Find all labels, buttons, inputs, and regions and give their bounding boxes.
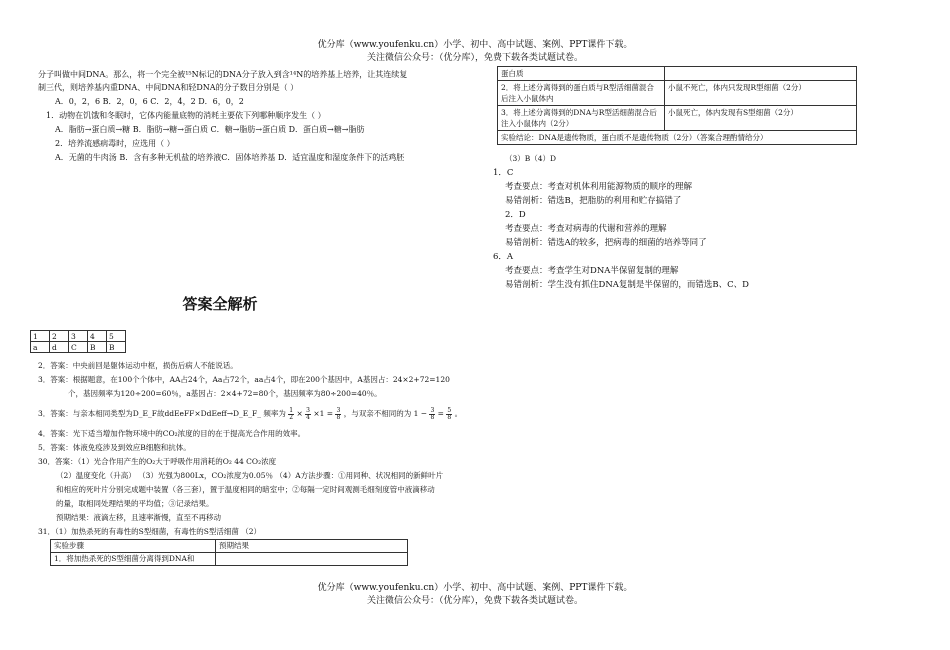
table-header: 实验步骤 — [51, 540, 216, 553]
question-2-options: A．无菌的牛肉汤 B．含有多种无机盐的培养液C．固体培养基 D．适宜温度和湿度条件下的活鸡胚 — [55, 153, 405, 162]
analysis-31: 31．（1）加热杀死的有毒性的S型细菌，有毒性的S型活细菌 （2） — [38, 527, 261, 536]
answer-number: 3 — [69, 331, 88, 342]
right-error-1: 易错剖析：错选B，把脂肪的利用和贮存搞错了 — [505, 196, 682, 206]
analysis-30-line-3: 和相应的死叶片分别完成题中装置（各三套），置于温度相同的暗室中；②每隔一定时间观测毛细刻度管中液滴移动 — [56, 485, 435, 494]
experiment-table-bottom — [50, 539, 408, 566]
fraction: $\frac{3}{8}$ — [336, 406, 341, 421]
answer-letter: a — [31, 342, 50, 353]
answer-letter: B — [107, 342, 126, 353]
experiment-table-right — [497, 66, 857, 145]
operator: = — [437, 409, 444, 418]
analysis-3b-prefix: 3．答案：与亲本相同类型为D_E_F故ddEeFF×DdEeff→D_E_F_ 频率为 — [38, 409, 286, 418]
question-continuation: 分子叫做中间DNA。那么，将一个完全被¹⁵N标记的DNA分子放入到含¹⁴N的培养基上培养，让其连续复 — [38, 70, 408, 79]
fraction: $\frac{3}{4}$ — [306, 406, 310, 421]
right-item-1: 1．C — [493, 168, 514, 178]
table-header: 预期结果 — [216, 540, 408, 553]
answer-letter: d — [50, 342, 69, 353]
table-row — [51, 553, 408, 566]
fraction: $\frac{1}{2}$ — [289, 406, 294, 421]
answer-number-table — [30, 330, 126, 353]
header-line-1: 优分库（www.youfenku.cn）小学、初中、高中试题、案例、PPT课件下载。 — [317, 40, 633, 50]
table-cell — [216, 553, 408, 566]
footer-line-2: 关注微信公众号：（优分库），免费下载各类试题试卷。 — [366, 596, 583, 606]
analysis-5: 5．答案：体液免疫涉及到效应B细胞和抗体。 — [38, 443, 191, 452]
fraction: $\frac{5}{8}$ — [447, 406, 452, 421]
analysis-2: 2．答案：中央前回是躯体运动中枢，损伤后病人不能说话。 — [38, 361, 238, 370]
answer-letter: C — [69, 342, 88, 353]
analysis-3b — [38, 404, 462, 424]
analysis-30-line-5: 预期结果：液滴左移，且速率渐慢，直至不再移动 — [56, 513, 221, 522]
analysis-30-line-2: （2）温度变化（升高） （3）光强为800Lx，CO₂浓度为0.05％ （4）A方法步骤：①用同种、状况相同的新鲜叶片 — [56, 471, 444, 480]
header-line-2: 关注微信公众号：（优分库），免费下载各类试题试卷。 — [366, 53, 583, 63]
analysis-3b-middle: ，与双亲不相同的为 — [343, 409, 412, 418]
table-cell: 蛋白质 — [498, 67, 665, 81]
question-options: A．0，2，6 B．2，0，6 C．2，4，2 D．6，0，2 — [55, 97, 244, 106]
analysis-30-line-1: 30．答案：（1）光合作用产生的O₂大于呼吸作用消耗的O₂ 44 CO₂浓度 — [38, 457, 277, 466]
right-point-6: 考查要点：考查学生对DNA半保留复制的理解 — [505, 266, 679, 276]
right-item-2: 2．D — [505, 210, 526, 220]
answer-letter: B — [88, 342, 107, 353]
answer-number: 2 — [50, 331, 69, 342]
page-header — [0, 39, 950, 65]
fraction: $\frac{3}{8}$ — [430, 406, 435, 421]
question-continuation-2: 制三代，则培养基内重DNA、中间DNA和轻DNA的分子数目分别是（ ） — [38, 83, 299, 92]
operator: × — [296, 409, 303, 418]
answer-number: 5 — [107, 331, 126, 342]
page-footer — [0, 582, 950, 608]
analysis-3-line-1: 3．答案：根据题意，在100个个体中，AA占24个，Aa占72个，aa占4个，即在200个基因中，A基因占：24×2+72=120 — [38, 375, 450, 384]
analysis-3-line-2: 个，基因频率为120÷200=60％，a基因占：2×4+72=80个，基因频率为80÷200=40％。 — [68, 389, 382, 398]
table-row — [498, 81, 857, 106]
right-error-2: 易错剖析：错选A的较多，把病毒的细菌的培养等同了 — [505, 238, 707, 248]
table-cell: 2．将上述分离得到的蛋白质与R型活细菌混合后注入小鼠体内 — [498, 81, 665, 106]
table-row — [498, 131, 857, 145]
footer-line-1: 优分库（www.youfenku.cn）小学、初中、高中试题、案例、PPT课件下载。 — [317, 583, 633, 593]
table-cell — [665, 67, 857, 81]
experiment-conclusion: 实验结论：DNA是遗传物质，蛋白质不是遗传物质（2分）（答案合理酌情给分） — [498, 131, 857, 145]
table-cell: 小鼠死亡，体内发现有S型细菌（2分） — [665, 106, 857, 131]
table-cell: 1．将加热杀死的S型细菌分离得到DNA和 — [51, 553, 216, 566]
table-row — [498, 106, 857, 131]
analysis-3b-end: 。 — [454, 409, 463, 418]
right-item-6: 6．A — [493, 252, 514, 262]
question-1: 1．动物在饥饿和冬眠时，它体内能量底物的消耗主要依下列哪种顺序发生（ ） — [46, 111, 326, 120]
table-cell: 小鼠不死亡，体内只发现R型细菌（2分） — [665, 81, 857, 106]
table-cell: 3．将上述分离得到的DNA与R型活细菌混合后注入小鼠体内（2分） — [498, 106, 665, 131]
analysis-30-line-4: 的量，取相同处理结果的平均值；③记录结果。 — [56, 499, 214, 508]
question-2: 2．培养流感病毒时，应选用（ ） — [55, 139, 175, 148]
right-point-1: 考查要点：考查对机体利用能源物质的顺序的理解 — [505, 182, 693, 192]
analysis-4: 4．答案：光下适当增加作物环境中的CO₂浓度的目的在于提高光合作用的效率。 — [38, 429, 306, 438]
right-answer-line: （3）B（4）D — [505, 154, 557, 163]
right-point-2: 考查要点：考查对病毒的代谢和营养的理解 — [505, 224, 667, 234]
right-error-6: 易错剖析：学生没有抓住DNA复制是半保留的，而错选B、C、D — [505, 280, 749, 290]
answer-section-title: 答案全解析 — [182, 295, 258, 313]
answer-number: 1 — [31, 331, 50, 342]
question-1-options: A．脂肪→蛋白质→糖 B．脂肪→糖→蛋白质 C．糖→脂肪→蛋白质 D．蛋白质→糖→脂肪 — [55, 125, 365, 134]
operator: 1 − — [413, 409, 428, 418]
answer-number: 4 — [88, 331, 107, 342]
operator: ×1 = — [313, 409, 334, 418]
table-row — [498, 67, 857, 81]
